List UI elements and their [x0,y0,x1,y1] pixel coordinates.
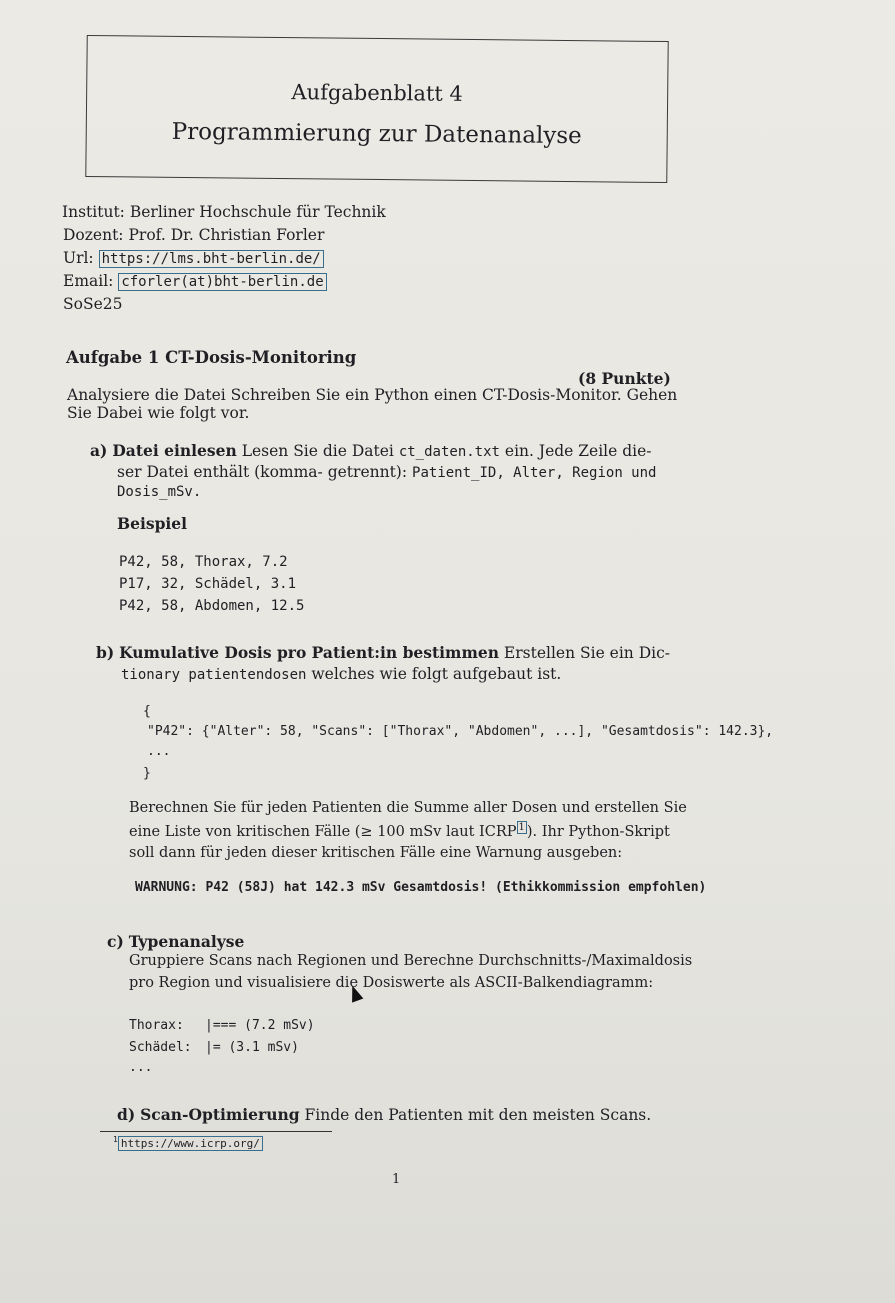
title-box [85,35,668,183]
lecturer-label: Dozent: [63,226,124,244]
example-line-3: P42, 58, Abdomen, 12.5 [119,598,305,614]
part-b-label: b) [96,643,115,662]
part-b-line1 [96,643,670,662]
bar-region: Schädel: [129,1040,192,1055]
task-heading: Aufgabe 1 CT-Dosis-Monitoring [66,348,357,367]
sheet-title: Aufgabenblatt 4 [291,80,463,106]
course-url-link[interactable]: https://lms.bht-berlin.de/ [99,250,324,268]
part-b-text: eine Liste von kritischen Fälle (≥ 100 mSv laut ICRP [129,823,517,840]
code-line-4: } [143,766,151,781]
footnote-rule [100,1131,332,1132]
bar-value: |=== (7.2 mSv) [205,1018,315,1033]
code-line-2: "P42": {"Alter": 58, "Scans": ["Thorax", "Abdomen", ...], "Gesamtdosis": 142.3}, [147,724,774,739]
warning-output: WARNUNG: P42 (58J) hat 142.3 mSv Gesamtdosis! (Ethikkommission empfohlen) [135,880,707,895]
bar-ellipsis: ... [129,1060,153,1075]
part-a-line1 [90,441,652,460]
code-line-1: { [143,704,151,719]
part-b-text-2 [129,822,670,840]
part-d-text: Finde den Patienten mit den meisten Scans. [304,1106,652,1124]
part-a-text: ser Datei enthält (komma- getrennt): [117,463,408,481]
part-b-line2 [121,665,561,683]
part-b-text: Erstellen Sie ein Dic- [503,644,671,662]
page-number: 1 [392,1172,401,1187]
footnote-url-link[interactable]: https://www.icrp.org/ [118,1136,263,1151]
institute-value: Berliner Hochschule für Technik [129,203,386,221]
institute-label: Institut: [62,203,125,221]
part-b-heading: Kumulative Dosis pro Patient:in bestimmen [119,643,499,662]
part-c-text-2: pro Region und visualisiere die Dosiswerte als ASCII-Balkendiagramm: [129,975,654,991]
bar-value: |= (3.1 mSv) [205,1040,299,1055]
url-label: Url: [63,249,94,267]
lecturer-line [63,226,324,244]
part-d-label: d) [117,1105,136,1124]
code-line-3: ... [147,744,171,759]
part-d-line [117,1105,651,1124]
part-c-label: c) [107,932,124,951]
email-line [63,272,327,290]
part-a-heading: Datei einlesen [112,441,237,460]
fields-code: Patient_ID, Alter, Region und [412,465,657,481]
part-a-label: a) [90,441,108,460]
dict-name-code: tionary patientendosen [121,667,307,683]
part-a-text: ein. Jede Zeile die- [504,442,652,460]
part-a-line2 [117,463,656,481]
example-line-1: P42, 58, Thorax, 7.2 [119,554,288,570]
example-line-2: P17, 32, Schädel, 3.1 [119,576,297,592]
footnote-ref-link[interactable]: 1 [518,822,525,833]
bar-region: Thorax: [129,1018,184,1033]
sheet-subtitle: Programmierung zur Datenanalyse [171,118,582,150]
url-line [63,249,324,267]
part-d-heading: Scan-Optimierung [140,1105,300,1124]
part-c-heading: Typenanalyse [128,932,245,951]
part-b-text: welches wie folgt aufgebaut ist. [311,665,562,683]
part-b-text-3: soll dann für jeden dieser kritischen Fälle eine Warnung ausgeben: [129,845,623,861]
part-b-text-1: Berechnen Sie für jeden Patienten die Summe aller Dosen und erstellen Sie [129,800,687,816]
part-c-text-1: Gruppiere Scans nach Regionen und Berechne Durchschnitts-/Maximaldosis [129,953,693,969]
part-a-text: Lesen Sie die Datei [241,442,394,460]
bar-row-schaedel [129,1040,299,1055]
filename-code: ct_daten.txt [398,444,500,460]
part-b-text: ). Ihr Python-Skript [526,823,670,840]
footnote [113,1135,263,1150]
semester: SoSe25 [63,295,123,313]
example-heading: Beispiel [117,514,188,533]
footnote-mark: 1 [113,1135,118,1144]
fields-code-cont: Dosis_mSv. [117,484,202,500]
task-intro-line2: Sie Dabei wie folgt vor. [67,404,250,422]
task-intro-line1: Analysiere die Datei Schreiben Sie ein Python einen CT-Dosis-Monitor. Gehen [67,386,678,404]
email-label: Email: [63,272,114,290]
institute-line [62,203,386,221]
task-points: (8 Punkte) [578,369,671,388]
part-c-line1 [107,932,244,951]
lecturer-value: Prof. Dr. Christian Forler [128,226,325,244]
email-link[interactable]: cforler(at)bht-berlin.de [118,273,326,291]
bar-row-thorax [129,1018,315,1033]
